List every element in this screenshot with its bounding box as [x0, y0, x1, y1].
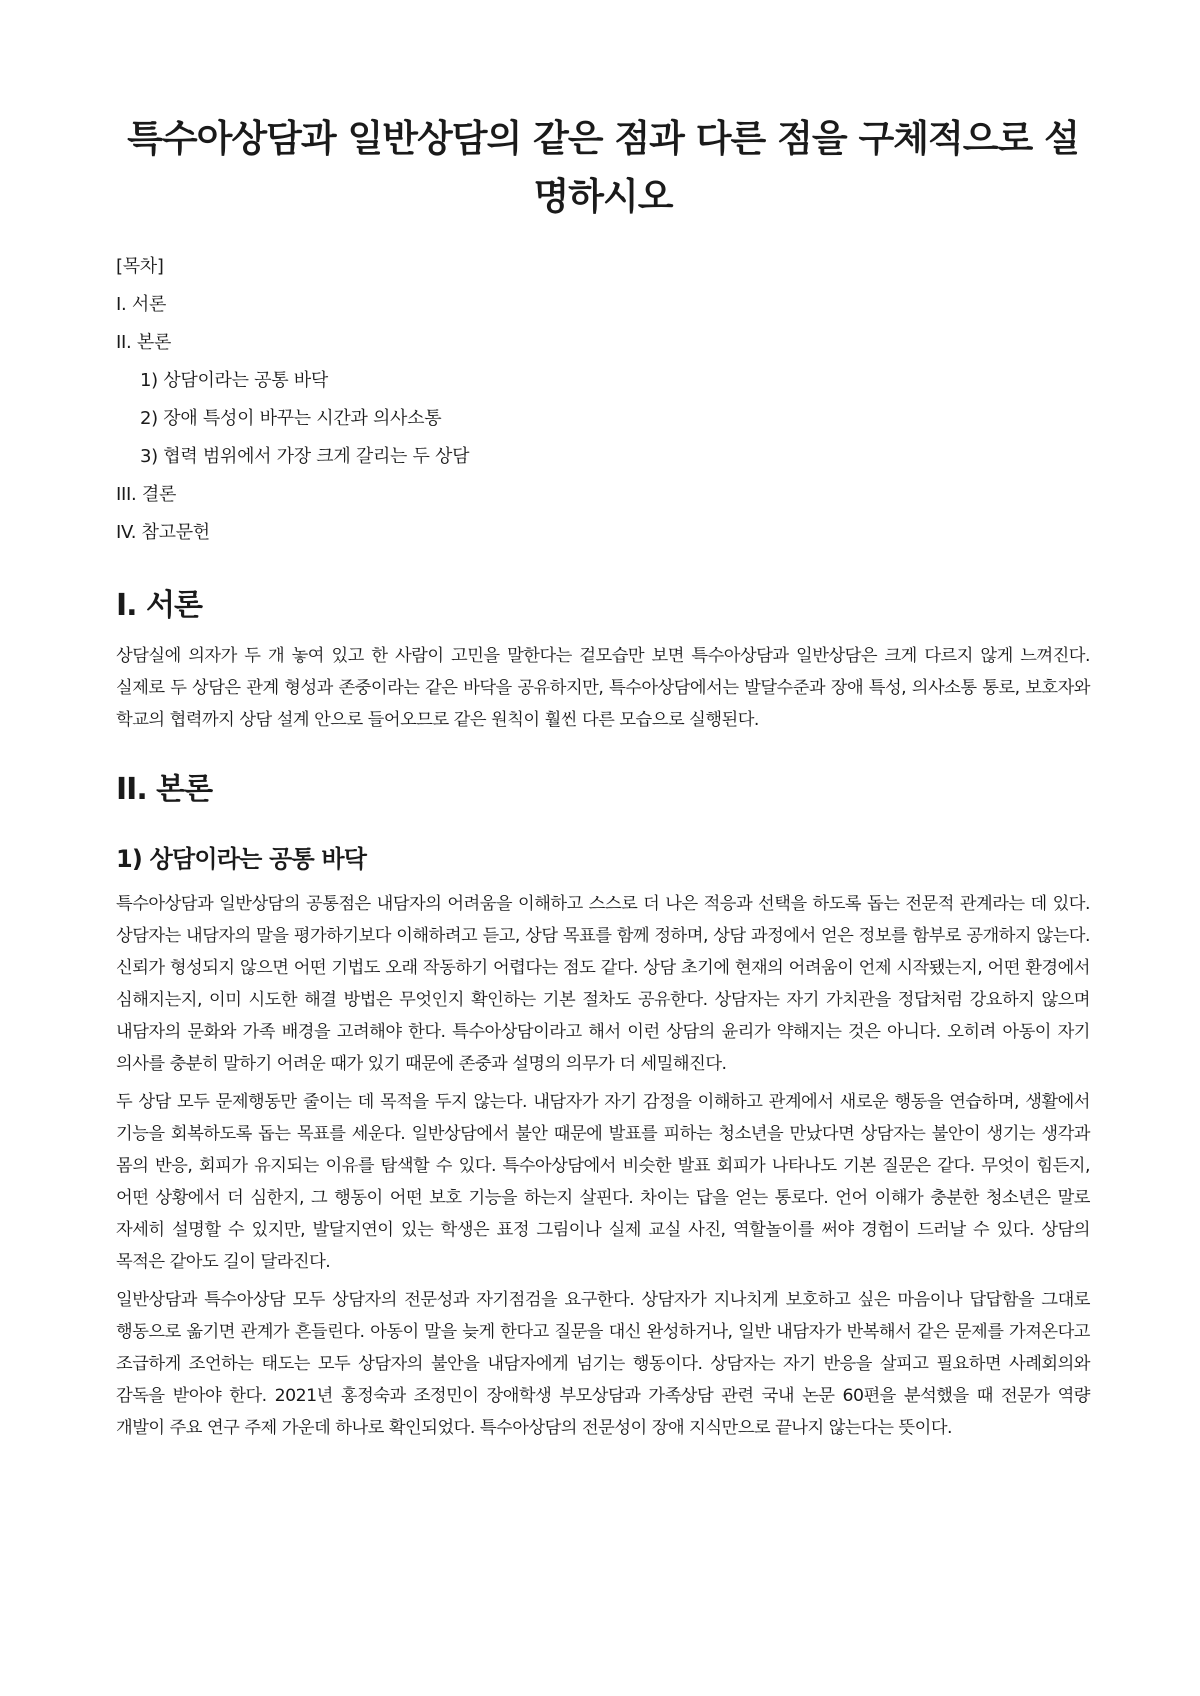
section-heading-body: II. 본론 — [116, 772, 213, 807]
table-of-contents — [116, 248, 1090, 552]
subsection-heading-1: 1) 상담이라는 공통 바닥 — [116, 845, 367, 873]
body-paragraph-1: 특수아상담과 일반상담의 공통점은 내담자의 어려움을 이해하고 스스로 더 나은 적응과 선택을 하도록 돕는 전문적 관계라는 데 있다. 상담자는 내담자의 말을 평가하기보다 이해하려고 듣고, 상담 목표를 함께 정하며, 상담 과정에서 얻은 정보를 함부로 공개하지 않는다. 신뢰가 형성되지 않으면 어떤 기법도 오래 작동하기 어렵다는 점도 같다. 상담 초기에 현재의 어려움이 언제 시작됐는지, 어떤 환경에서 심해지는지, 이미 시도한 해결 방법은 무엇인지 확인하는 기본 절차도 공유한다. 상담자는 자기 가치관을 정답처럼 강요하지 않으며 내담자의 문화와 가족 배경을 고려해야 한다. 특수아상담이라고 해서 이런 상담의 윤리가 약해지는 것은 아니다. 오히려 아동이 자기 의사를 충분히 말하기 어려운 때가 있기 때문에 존중과 설명의 의무가 더 세밀해진다. — [116, 894, 1090, 1074]
toc-item-intro: I. 서론 — [116, 294, 167, 315]
toc-item-body-2: 2) 장애 특성이 바꾸는 시간과 의사소통 — [140, 408, 442, 429]
body-paragraph-2: 두 상담 모두 문제행동만 줄이는 데 목적을 두지 않는다. 내담자가 자기 감정을 이해하고 관계에서 새로운 행동을 연습하며, 생활에서 기능을 회복하도록 돕는 목표를 세운다. 일반상담에서 불안 때문에 발표를 피하는 청소년을 만났다면 상담자는 불안이 생기는 생각과 몸의 반응, 회피가 유지되는 이유를 탐색할 수 있다. 특수아상담에서 비슷한 발표 회피가 나타나도 기본 질문은 같다. 무엇이 힘든지, 어떤 상황에서 더 심한지, 그 행동이 어떤 보호 기능을 하는지 살핀다. 차이는 답을 얻는 통로다. 언어 이해가 충분한 청소년은 말로 자세히 설명할 수 있지만, 발달지연이 있는 학생은 표정 그림이나 실제 교실 사진, 역할놀이를 써야 경험이 드러날 수 있다. 상담의 목적은 같아도 길이 달라진다. — [116, 1092, 1090, 1272]
toc-item-body-1: 1) 상담이라는 공통 바닥 — [140, 370, 328, 391]
toc-item-conclusion: III. 결론 — [116, 484, 177, 505]
toc-item-references: IV. 참고문헌 — [116, 522, 210, 543]
section-heading-intro: I. 서론 — [116, 588, 202, 623]
toc-heading: [목차] — [116, 256, 164, 277]
toc-item-body: II. 본론 — [116, 332, 172, 353]
intro-paragraph: 상담실에 의자가 두 개 놓여 있고 한 사람이 고민을 말한다는 겉모습만 보면 특수아상담과 일반상담은 크게 다르지 않게 느껴진다. 실제로 두 상담은 관계 형성과 존중이라는 같은 바닥을 공유하지만, 특수아상담에서는 발달수준과 장애 특성, 의사소통 통로, 보호자와 학교의 협력까지 상담 설계 안으로 들어오므로 같은 원칙이 훨씬 다른 모습으로 실행된다. — [116, 646, 1090, 730]
document-title: 특수아상담과 일반상담의 같은 점과 다른 점을 구체적으로 설명하시오 — [127, 117, 1079, 218]
body-paragraph-3: 일반상담과 특수아상담 모두 상담자의 전문성과 자기점검을 요구한다. 상담자가 지나치게 보호하고 싶은 마음이나 답답함을 그대로 행동으로 옮기면 관계가 흔들린다. 아동이 말을 늦게 한다고 질문을 대신 완성하거나, 일반 내담자가 반복해서 같은 문제를 가져온다고 조급하게 조언하는 태도는 모두 상담자의 불안을 내담자에게 넘기는 행동이다. 상담자는 자기 반응을 살피고 필요하면 사례회의와 감독을 받아야 한다. 2021년 홍정숙과 조정민이 장애학생 부모상담과 가족상담 관련 국내 논문 60편을 분석했을 때 전문가 역량 개발이 주요 연구 주제 가운데 하나로 확인되었다. 특수아상담의 전문성이 장애 지식만으로 끝나지 않는다는 뜻이다. — [116, 1290, 1090, 1438]
toc-item-body-3: 3) 협력 범위에서 가장 크게 갈리는 두 상담 — [140, 446, 470, 467]
